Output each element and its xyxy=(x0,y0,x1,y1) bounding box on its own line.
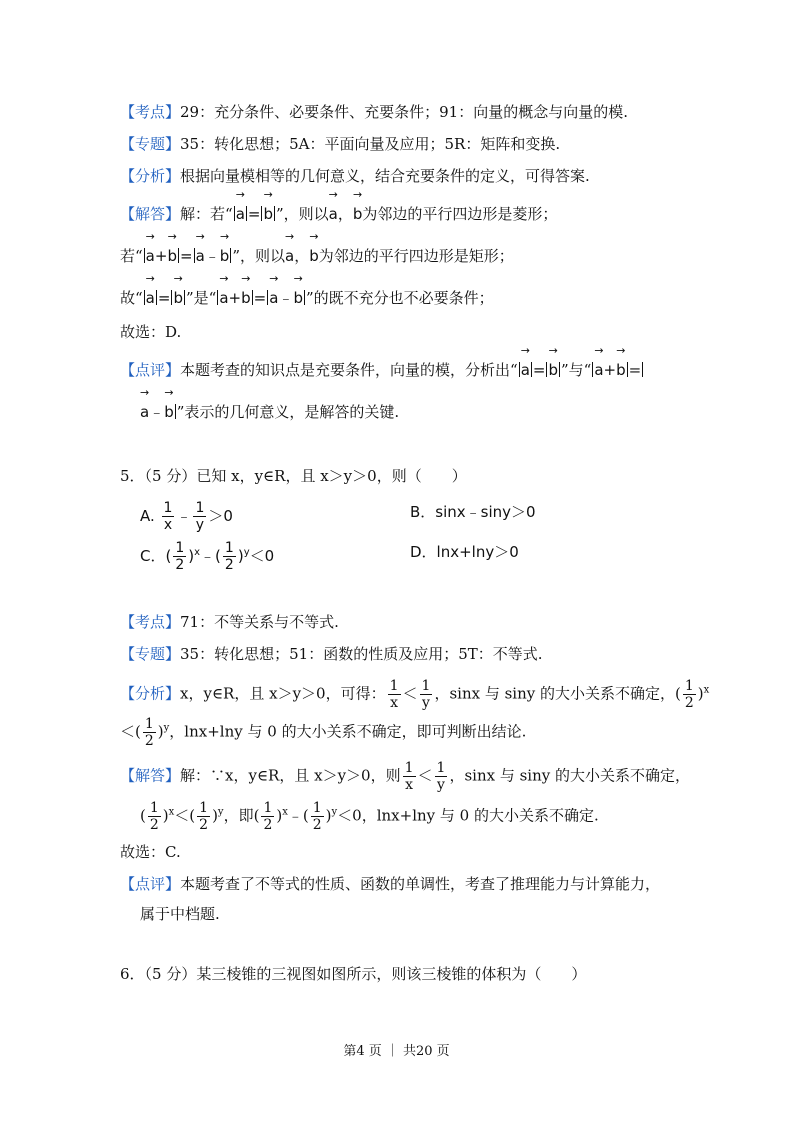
q4-fenxi xyxy=(120,164,590,188)
jieda-tag: 【解答】 xyxy=(120,205,181,223)
q5-jieda-line2: ( $\frac{1}{2}$ )$^x$＜( $\frac{1}{2}$ )$^y$，即( $\frac{1}{2}$ )$^x$﹣( $\frac{1}{2}$ )$^y$＜0，lnx+lny 与 0 的大小关系不确定. xyxy=(140,800,599,833)
q4-kaodian xyxy=(120,100,628,124)
q4-guxuan xyxy=(120,320,181,344)
text: 解：若“ xyxy=(180,205,233,223)
question-stem: 5．（5 分）已知 x，y∈R，且 x＞y＞0，则（ ） xyxy=(120,467,467,485)
zhuanti-text: 35：转化思想；51：函数的性质及应用；5T：不等式. xyxy=(180,645,543,663)
q5-option-b xyxy=(410,500,536,524)
text: ，lnx+lny 与 0 的大小关系不确定，即可判断出结论. xyxy=(169,722,527,741)
zhuanti-tag: 【专题】 xyxy=(120,135,181,153)
text: ”是“ xyxy=(185,289,217,307)
text: = xyxy=(628,361,642,379)
option-text: D．lnx+lny＞0 xyxy=(410,543,519,561)
text: ＞0 xyxy=(208,507,233,525)
text: 故“ xyxy=(120,289,143,307)
math-abs-a-eq-abs-b: → a =→ b xyxy=(233,205,276,223)
text: ＜0 xyxy=(249,547,275,565)
fenxi-text: 根据向量模相等的几何意义，结合充要条件的定义，可得答案. xyxy=(180,167,590,185)
option-text: B．sinx﹣siny＞0 xyxy=(410,503,536,521)
jieda-tag: 【解答】 xyxy=(120,766,181,785)
text: ”与“ xyxy=(561,361,592,379)
text: ，sinx 与 siny 的大小关系不确定， xyxy=(434,684,676,703)
math-abs-a-eq-abs-b: → a =→ b xyxy=(518,361,561,379)
text: ”表示的几何意义，是解答的关键. xyxy=(176,403,400,421)
q5-zhuanti xyxy=(120,642,543,666)
text: ”，则以 xyxy=(276,205,329,223)
q4-jieda-line3 xyxy=(120,284,494,310)
zhuanti-tag: 【专题】 xyxy=(120,645,181,663)
math-abs-sum-eq-abs-diff: → a+→ b =→ a﹣→ b xyxy=(216,289,306,307)
kaodian-text: 71：不等关系与不等式. xyxy=(180,613,339,631)
text: 属于中档题. xyxy=(140,905,220,923)
kaodian-tag: 【考点】 xyxy=(120,103,181,121)
q4-jieda-line2 xyxy=(120,242,514,268)
q5-jieda-line1: 【解答】解：∵x，y∈R，且 x＞y＞0，则 $\frac{1}{x}$ ＜ $\frac{1}{y}$ ，sinx 与 siny 的大小关系不确定， xyxy=(120,760,691,793)
q6-stem xyxy=(120,962,586,986)
text: 解：∵x，y∈R，且 x＞y＞0，则 xyxy=(180,766,401,785)
text: x，y∈R，且 x＞y＞0，可得： xyxy=(180,684,386,703)
text: ”的既不充分也不必要条件； xyxy=(305,289,494,307)
text: ，sinx 与 siny 的大小关系不确定， xyxy=(449,766,691,785)
option-label: A. xyxy=(140,507,155,525)
text: ＜0，lnx+lny 与 0 的大小关系不确定. xyxy=(337,806,599,825)
q4-dianping-line1 xyxy=(120,356,644,382)
fenxi-tag: 【分析】 xyxy=(120,684,181,703)
q4-dianping-line2 xyxy=(140,398,399,424)
math-abs-sum: → a+→ b xyxy=(591,361,628,379)
dianping-tag: 【点评】 xyxy=(120,361,181,379)
math-abs-a-eq-abs-b: → a =→ b xyxy=(143,289,186,307)
q5-option-d xyxy=(410,540,519,564)
math-abs-diff-tail: → a﹣→ b xyxy=(140,403,177,421)
option-label: C． xyxy=(140,547,166,565)
q5-dianping-line1 xyxy=(120,872,660,896)
kaodian-tag: 【考点】 xyxy=(120,613,181,631)
q5-stem xyxy=(120,464,467,488)
q5-dianping-line2 xyxy=(140,902,220,926)
q5-fenxi-line1: 【分析】x，y∈R，且 x＞y＞0，可得： $\frac{1}{x}$ ＜ $\frac{1}{y}$ ，sinx 与 siny 的大小关系不确定，( $\frac{1}{2}$ )$^x$ xyxy=(120,678,710,711)
fenxi-tag: 【分析】 xyxy=(120,167,181,185)
text: 故选：D. xyxy=(120,323,182,341)
zhuanti-text: 35：转化思想；5A：平面向量及应用；5R：矩阵和变换. xyxy=(180,135,561,153)
text: 本题考查的知识点是充要条件，向量的模，分析出“ xyxy=(180,361,518,379)
text: 本题考查了不等式的性质、函数的单调性，考查了推理能力与计算能力， xyxy=(180,875,661,893)
math-abs-sum-eq-abs-diff: → a+→ b =→ a﹣→ b xyxy=(143,247,233,265)
text: 为邻边的平行四边形是矩形； xyxy=(318,247,514,265)
text: ，即 xyxy=(223,806,254,825)
text: 若“ xyxy=(120,247,143,265)
q5-option-a: A. $\frac{1}{x}$ ﹣ $\frac{1}{y}$ ＞0 xyxy=(140,500,233,533)
q5-kaodian xyxy=(120,610,339,634)
dianping-tag: 【点评】 xyxy=(120,875,181,893)
text: 为邻边的平行四边形是菱形； xyxy=(362,205,558,223)
math-a-b: → a，→ b xyxy=(285,247,319,265)
question-stem: 6．（5 分）某三棱锥的三视图如图所示，则该三棱锥的体积为（ ） xyxy=(120,965,587,983)
q5-fenxi-line2: ＜( $\frac{1}{2}$ )$^y$，lnx+lny 与 0 的大小关系不确定，即可判断出结论. xyxy=(120,716,527,749)
q5-guxuan xyxy=(120,840,181,864)
text: 故选：C. xyxy=(120,843,181,861)
kaodian-text: 29：充分条件、必要条件、充要条件；91：向量的概念与向量的模. xyxy=(180,103,628,121)
q4-zhuanti xyxy=(120,132,560,156)
page-footer: 第4 页 ｜ 共20 页 xyxy=(343,1044,450,1059)
q4-jieda-line1 xyxy=(120,200,557,226)
text: ”，则以 xyxy=(232,247,285,265)
math-a-b: → a，→ b xyxy=(329,205,363,223)
q5-option-c: C．( $\frac{1}{2}$ )$^x$﹣( $\frac{1}{2}$ )$^y$＜0 xyxy=(140,540,275,573)
